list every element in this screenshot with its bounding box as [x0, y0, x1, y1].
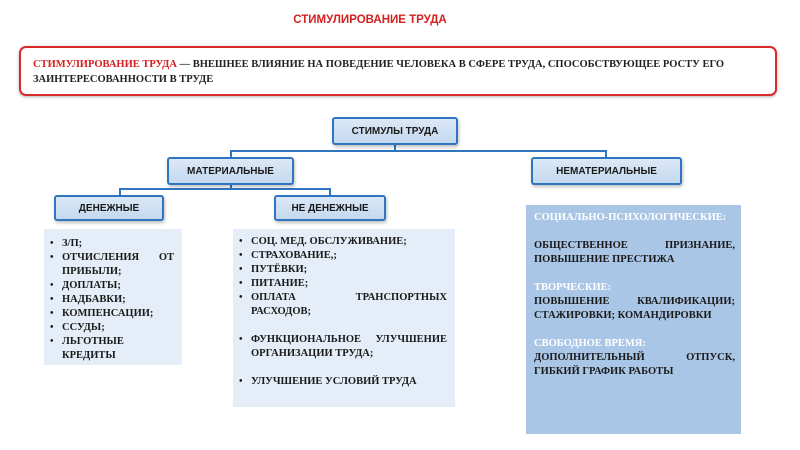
group-heading: ТВОРЧЕСКИЕ: — [534, 282, 612, 293]
node-labor-incentives: СТИМУЛЫ ТРУДА — [332, 117, 458, 145]
nonmaterial-group-free-time — [534, 337, 735, 379]
list-item: • СОЦ. МЕД. ОБСЛУЖИВАНИЕ; — [239, 235, 447, 249]
list-item: • ПИТАНИЕ; — [239, 277, 447, 291]
list-item: • ФУНКЦИОНАЛЬНОЕ УЛУЧШЕНИЕ ОРГАНИЗАЦИИ ТРУДА; — [239, 333, 447, 361]
nonmaterial-group-creative — [534, 281, 735, 323]
list-item: • КОМПЕНСАЦИИ; — [50, 307, 174, 321]
group-text: ОБЩЕСТВЕННОЕ ПРИЗНАНИЕ, ПОВЫШЕНИЕ ПРЕСТИЖА — [534, 240, 735, 265]
list-item: • УЛУЧШЕНИЕ УСЛОВИЙ ТРУДА — [239, 375, 447, 389]
node-nonmonetary: НЕ ДЕНЕЖНЫЕ — [274, 195, 386, 221]
connector-material-branches — [120, 185, 231, 195]
list-item: • ССУДЫ; — [50, 321, 174, 335]
group-text: ДОПОЛНИТЕЛЬНЫЙ ОТПУСК, ГИБКИЙ ГРАФИК РАБОТЫ — [534, 352, 735, 377]
list-item: • ДОПЛАТЫ; — [50, 279, 174, 293]
nonmaterial-panel — [526, 205, 741, 434]
group-heading: СОЦИАЛЬНО-ПСИХОЛОГИЧЕСКИЕ: — [534, 212, 727, 223]
node-monetary: ДЕНЕЖНЫЕ — [54, 195, 164, 221]
definition-term: СТИМУЛИРОВАНИЕ ТРУДА — [33, 59, 177, 70]
node-nonmaterial: НЕМАТЕРИАЛЬНЫЕ — [531, 157, 682, 185]
list-item: • ОПЛАТА ТРАНСПОРТНЫХ РАСХОДОВ; — [239, 291, 447, 319]
list-item: • ПУТЁВКИ; — [239, 263, 447, 277]
group-text: ПОВЫШЕНИЕ КВАЛИФИКАЦИИ; СТАЖИРОВКИ; КОМАНДИРОВКИ — [534, 296, 735, 321]
group-heading: СВОБОДНОЕ ВРЕМЯ: — [534, 338, 646, 349]
node-material: МАТЕРИАЛЬНЫЕ — [167, 157, 294, 185]
page-title: СТИМУЛИРОВАНИЕ ТРУДА — [293, 14, 447, 26]
list-item: • ЛЬГОТНЫЕ КРЕДИТЫ — [50, 335, 174, 363]
connector-root-branches — [231, 145, 395, 157]
list-item: • НАДБАВКИ; — [50, 293, 174, 307]
nonmonetary-list-panel — [233, 229, 455, 407]
list-item: • СТРАХОВАНИЕ,; — [239, 249, 447, 263]
definition-text: — ВНЕШНЕЕ ВЛИЯНИЕ НА ПОВЕДЕНИЕ ЧЕЛОВЕКА В СФЕРЕ ТРУДА, СПОСОБСТВУЮЩЕЕ РОСТУ ЕГО ЗАИНТЕРЕСОВАННОСТИ В ТРУДЕ — [33, 59, 725, 85]
list-item: • З/П; — [50, 237, 174, 251]
monetary-list-panel — [44, 229, 182, 365]
nonmaterial-group-social — [534, 211, 735, 267]
list-item: • ОТЧИСЛЕНИЯ ОТ ПРИБЫЛИ; — [50, 251, 174, 279]
